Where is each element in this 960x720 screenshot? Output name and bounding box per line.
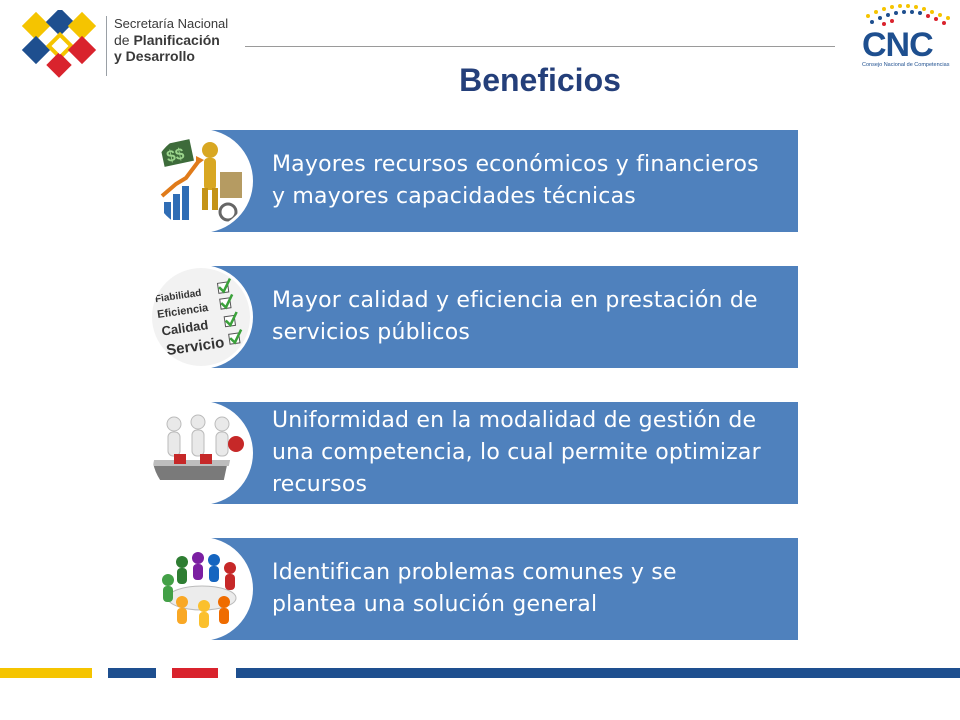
- benefit-text: Uniformidad en la modalidad de gestión de una competencia, lo cual permite optimizar recursos: [272, 408, 761, 497]
- benefit-text: Mayores recursos económicos y financieros y mayores capacidades técnicas: [272, 152, 759, 209]
- benefit-item: [152, 266, 798, 368]
- svg-text:$$: $$: [164, 145, 186, 167]
- cnc-acronym: CNC: [862, 26, 933, 64]
- senplades-wordmark: [114, 16, 228, 64]
- footer-bar-yellow: [0, 668, 92, 678]
- org-line3: y Desarrollo: [114, 48, 195, 64]
- checklist-word: Fiabilidad: [154, 287, 203, 306]
- benefit-item: [152, 538, 798, 640]
- org-line2-bold: Planificación: [133, 32, 220, 48]
- org-line1: Secretaría Nacional: [114, 16, 229, 31]
- footer-bar-blue-short: [108, 668, 156, 678]
- org-line2-prefix: de: [114, 32, 130, 48]
- benefit-text: Mayor calidad y eficiencia en prestación de servicios públicos: [272, 288, 758, 345]
- checklist-word: Servicio: [165, 334, 226, 360]
- benefit-item: [152, 130, 798, 232]
- quality-checklist-icon: [152, 268, 250, 366]
- benefit-text: Identifican problemas comunes y se plantea una solución general: [272, 560, 677, 617]
- footer-bar-blue-long: [236, 668, 960, 678]
- checklist-word: Calidad: [160, 317, 210, 339]
- page-title-text: Beneficios: [459, 62, 621, 98]
- footer-bar-red: [172, 668, 218, 678]
- org-line2: [114, 32, 228, 48]
- checklist-word: Eficiencia: [156, 301, 209, 322]
- benefit-item: [152, 402, 798, 504]
- team-process-icon: [152, 404, 250, 502]
- cnc-full-name: Consejo Nacional de Competencias: [862, 62, 950, 68]
- money-growth-icon: [152, 132, 250, 230]
- team-meeting-icon: [152, 540, 250, 638]
- header-rule: [245, 46, 835, 47]
- page-title: [0, 62, 960, 99]
